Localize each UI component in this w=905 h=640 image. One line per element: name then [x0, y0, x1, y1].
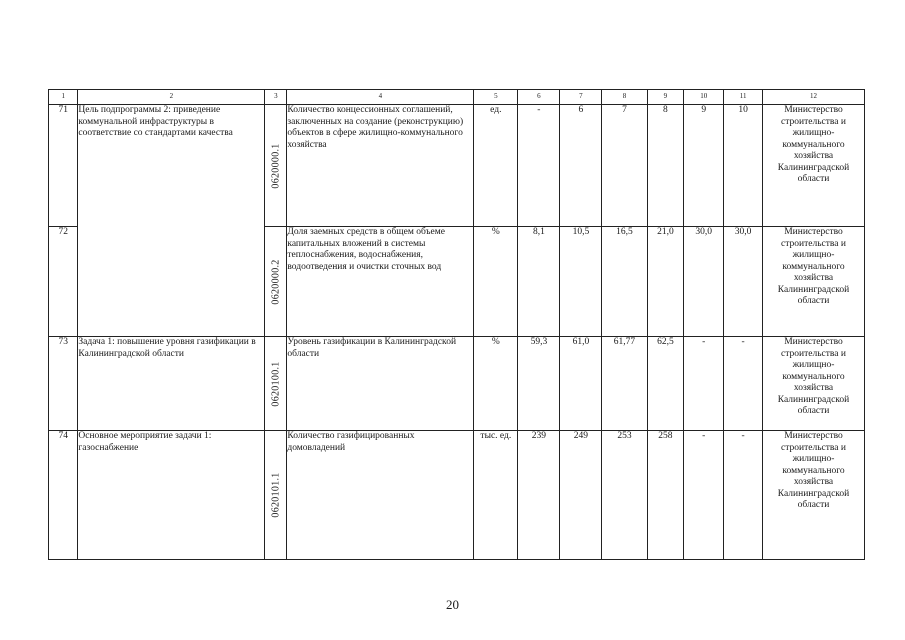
value-cell: 7 [602, 105, 647, 227]
value-cell: 30,0 [724, 227, 763, 337]
goal-cell: Цель подпрограммы 2: приведение коммунальной инфраструктуры в соответствие со стандартами качества [78, 105, 265, 337]
column-number: 1 [49, 90, 78, 105]
value-cell: 258 [647, 431, 684, 560]
column-number: 8 [602, 90, 647, 105]
unit-cell: % [474, 337, 518, 431]
column-number: 12 [763, 90, 865, 105]
value-cell: 6 [560, 105, 602, 227]
value-cell: 61,77 [602, 337, 647, 431]
value-cell: 10 [724, 105, 763, 227]
value-cell: 30,0 [684, 227, 724, 337]
value-cell: 10,5 [560, 227, 602, 337]
row-number: 74 [49, 431, 78, 560]
value-cell: 249 [560, 431, 602, 560]
code-text: 0620100.1 [270, 360, 282, 407]
table-row [49, 431, 865, 560]
column-number: 4 [287, 90, 474, 105]
column-number: 7 [560, 90, 602, 105]
column-number: 5 [474, 90, 518, 105]
unit-cell: ед. [474, 105, 518, 227]
row-number: 71 [49, 105, 78, 227]
code-cell [265, 105, 287, 227]
value-cell: 8,1 [518, 227, 560, 337]
value-cell: 62,5 [647, 337, 684, 431]
column-number: 9 [647, 90, 684, 105]
goal-cell: Задача 1: повышение уровня газификации в Калининградской области [78, 337, 265, 431]
unit-cell: тыс. ед. [474, 431, 518, 560]
value-cell: - [724, 431, 763, 560]
value-cell: 9 [684, 105, 724, 227]
goal-cell: Основное мероприятие задачи 1: газоснабжение [78, 431, 265, 560]
indicator-cell: Доля заемных средств в общем объеме капитальных вложений в системы теплоснабжения, водоснабжения, водоотведения и очистки сточных вод [287, 227, 474, 337]
value-cell: - [724, 337, 763, 431]
indicator-cell: Количество концессионных соглашений, заключенных на создание (реконструкцию) объектов в сфере жилищно-коммунального хозяйства [287, 105, 474, 227]
code-cell [265, 227, 287, 337]
value-cell: 253 [602, 431, 647, 560]
code-cell [265, 431, 287, 560]
value-cell: - [684, 431, 724, 560]
value-cell: 21,0 [647, 227, 684, 337]
value-cell: 16,5 [602, 227, 647, 337]
unit-cell: % [474, 227, 518, 337]
column-number: 6 [518, 90, 560, 105]
code-text: 0620000.1 [270, 142, 282, 189]
responsible-cell: Министерство строительства и жилищно-коммунального хозяйства Калининградской области [763, 227, 865, 337]
indicators-table [48, 89, 865, 560]
column-number: 2 [78, 90, 265, 105]
responsible-cell: Министерство строительства и жилищно-коммунального хозяйства Калининградской области [763, 105, 865, 227]
column-number: 11 [724, 90, 763, 105]
responsible-cell: Министерство строительства и жилищно-коммунального хозяйства Калининградской области [763, 337, 865, 431]
responsible-cell: Министерство строительства и жилищно-коммунального хозяйства Калининградской области [763, 431, 865, 560]
value-cell: 59,3 [518, 337, 560, 431]
row-number: 73 [49, 337, 78, 431]
value-cell: 239 [518, 431, 560, 560]
page-number: 20 [446, 597, 459, 612]
value-cell: - [518, 105, 560, 227]
table-row [49, 337, 865, 431]
column-number: 10 [684, 90, 724, 105]
row-number: 72 [49, 227, 78, 337]
column-number: 3 [265, 90, 287, 105]
value-cell: - [684, 337, 724, 431]
indicator-cell: Количество газифицированных домовладений [287, 431, 474, 560]
code-cell [265, 337, 287, 431]
table-row [49, 105, 865, 227]
code-text: 0620000.2 [270, 258, 282, 305]
indicator-cell: Уровень газификации в Калининградской области [287, 337, 474, 431]
column-number-row [49, 90, 865, 105]
value-cell: 61,0 [560, 337, 602, 431]
value-cell: 8 [647, 105, 684, 227]
code-text: 0620101.1 [270, 472, 282, 518]
